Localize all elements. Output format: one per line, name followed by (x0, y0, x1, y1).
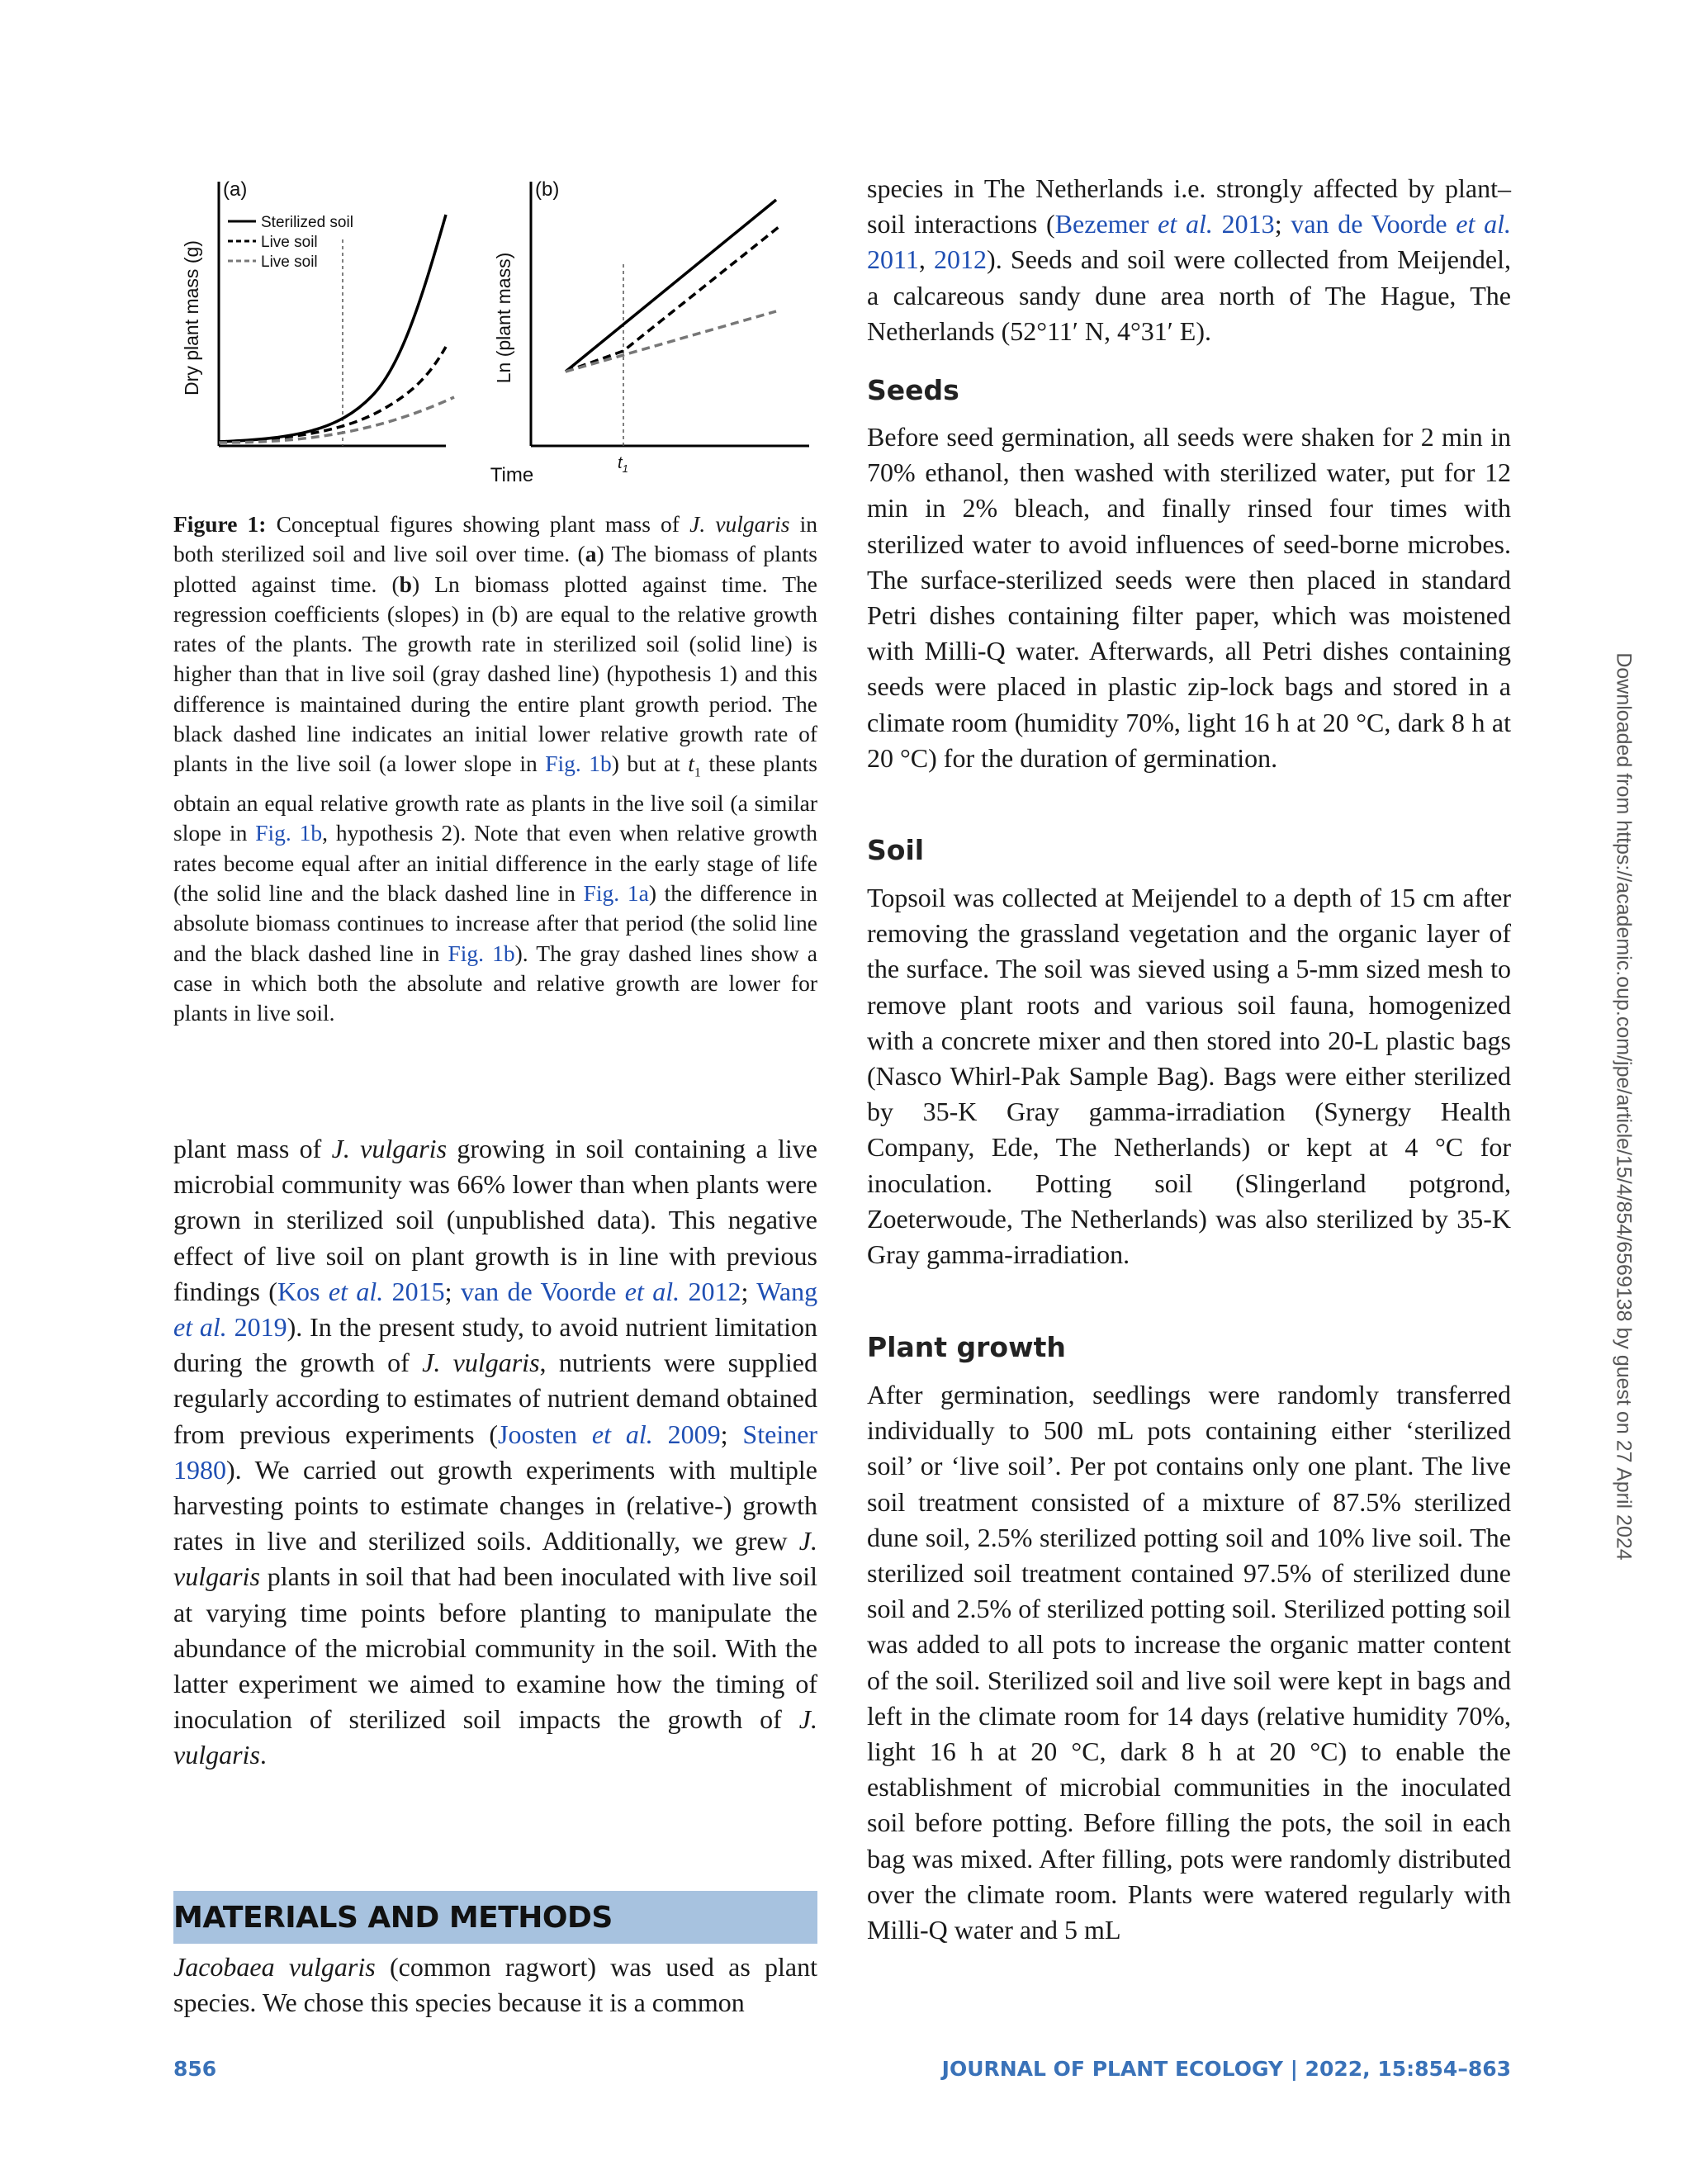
panel-b-live-gray-line (566, 311, 776, 372)
fig-1a-link[interactable]: Fig. 1a (583, 880, 649, 907)
citation-link[interactable]: van de Voorde et al. 2012 (460, 1276, 741, 1306)
panel-b-label: (b) (535, 178, 560, 201)
seeds-heading: Seeds (867, 374, 959, 406)
panel-b-y-label: Ln (plant mass) (493, 252, 514, 384)
figure-1 (173, 169, 826, 495)
species-paragraph: species in The Netherlands i.e. strongly affected by plant–soil interactions (Bezemer et al. 2013; van de Voorde et al. 2011, 2012). Seeds and soil were collected from Meijendel, a calcareous sandy dune area north of The Hague, The Netherlands (52°11′ N, 4°31′ E). (867, 173, 1512, 346)
panel-b-sterilized-line (566, 200, 776, 372)
methods-paragraph: Jacobaea vulgaris (common ragwort) was used as plant species. We chose this species because it is a common (173, 1952, 818, 2018)
journal-footer: JOURNAL OF PLANT ECOLOGY | 2022, 15:854–863 (941, 2057, 1511, 2081)
fig-1b-link[interactable]: Fig. 1b (545, 751, 612, 777)
figure-caption: Figure 1: Conceptual figures showing plant mass of J. vulgaris in both sterilized soil and live soil over time. (a) The biomass of plants plotted against time. (b) Ln biomass plotted against time. The regression coefficients (slopes) in (b) are equal to the relative growth rates of the plants. The growth rate in sterilized soil (solid line) is higher than that in live soil (gray dashed line) (hypothesis 1) and this difference is maintained during the entire plant growth period. The black dashed line indicates an initial lower relative growth rate of plants in the live soil (a lower slope in Fig. 1b) but at $t_1$ these plants obtain an equal relative growth rate as plants in the live soil (a similar slope in Fig. 1b, hypothesis 2). Note that even when relative growth rates become equal after an initial difference in the early stage of life (the solid line and the black dashed line in Fig. 1a) the difference in absolute biomass continues to increase after that period (the solid line and the black dashed line in Fig. 1b). The gray dashed lines show a case in which both the absolute and relative growth are lower for plants in live soil. (173, 511, 817, 1026)
legend-sterilized-label: Sterilized soil (261, 214, 353, 231)
fig-1b-link[interactable]: Fig. 1b (448, 940, 515, 966)
section-heading-bar (173, 1891, 817, 1944)
section-heading: MATERIALS AND METHODS (173, 1901, 613, 1935)
caption-label: Figure 1: (173, 511, 267, 537)
panel-b-live-black-line (566, 227, 779, 372)
citation-link[interactable]: van de Voorde et al. 2011 (867, 209, 1512, 275)
intro-paragraph: plant mass of J. vulgaris growing in soil containing a live microbial community was 66% lower than when plants were grown in sterilized soil (unpublished data). This negative effect of live soil on plant growth is in line with previous findings (Kos et al. 2015; van de Voorde et al. 2012; Wang et al. 2019). In the present study, to avoid nutrient limitation during the growth of J. vulgaris, nutrients were supplied regularly according to estimates of nutrient demand obtained from previous experiments (Joosten et al. 2009; Steiner 1980). We carried out growth experiments with multiple harvesting points to estimate changes in (relative-) growth rates in live and sterilized soils. Additionally, we grew J. vulgaris plants in soil that had been inoculated with live soil at varying time points before planting to manipulate the abundance of the microbial community in the soil. With the latter experiment we aimed to examine how the timing of inoculation of sterilized soil impacts the growth of J. vulgaris. (173, 1134, 818, 1770)
x-axis-label: Time (490, 464, 534, 486)
legend-live-black-label: Live soil (261, 234, 318, 251)
t1-label: $t_1$ (618, 454, 628, 475)
download-note-text: Downloaded from https://academic.oup.com/jpe/article/15/4/854/6569138 by guest on 27 April 2024 (1612, 652, 1636, 1561)
panel-a-label: (a) (223, 178, 248, 201)
citation-link[interactable]: Bezemer et al. 2013 (1054, 209, 1275, 239)
plant-growth-paragraph: After germination, seedlings were randomly transferred individually to 500 mL pots containing either ‘sterilized soil’ or ‘live soil’. Per pot contains only one plant. The live soil treatment consisted of a mixture of 87.5% sterilized dune soil, 2.5% sterilized potting soil and 10% live soil. The sterilized soil treatment contained 97.5% of sterilized dune soil and 2.5% of sterilized potting soil. Sterilized potting soil was added to all pots to increase the organic matter content of the soil. Sterilized soil and live soil were kept in bags and left in the climate room for 14 days (relative humidity 70%, light 16 h at 20 °C, dark 8 h at 20 °C) to enable the establishment of microbial communities in the inoculated soil before potting. Before filling the pots, the soil in each bag was mixed. After filling, pots were randomly distributed over the climate room. Plants were watered regularly with Milli-Q water and 5 mL (867, 1380, 1511, 1945)
citation-link[interactable]: Steiner 1980 (173, 1419, 818, 1485)
soil-paragraph: Topsoil was collected at Meijendel to a depth of 15 cm after removing the grassland vegetation and the organic layer of the surface. The soil was sieved using a 5-mm sized mesh to remove plant roots and various soil fauna, homogenized with a concrete mixer and then stored into 20-L plastic bags (Nasco Whirl-Pak Sample Bag). Bags were either sterilized by 35-K Gray gamma-irradiation (Synergy Health Company, Ede, The Netherlands) or kept at 4 °C for inoculation. Potting soil (Slingerland potgrond, Zoeterwoude, The Netherlands) was also sterilized by 35-K Gray gamma-irradiation. (867, 883, 1511, 1270)
citation-link[interactable]: Wang et al. 2019 (173, 1276, 818, 1343)
panel-a (181, 178, 454, 446)
panel-a-y-label: Dry plant mass (g) (181, 240, 202, 396)
fig-1b-link[interactable]: Fig. 1b (255, 820, 323, 846)
citation-link[interactable]: Kos et al. 2015 (277, 1276, 445, 1306)
panel-a-live-black-curve (219, 347, 446, 442)
page-number: 856 (173, 2057, 217, 2081)
panel-a-sterilized-curve (219, 215, 446, 442)
seeds-paragraph: Before seed germination, all seeds were shaken for 2 min in 70% ethanol, then washed with sterilized water, put for 12 min in 2% bleach, and finally rinsed four times with sterilized water to avoid influences of seed-borne microbes. The surface-sterilized seeds were then placed in standard Petri dishes containing filter paper, which was moistened with Milli-Q water. Afterwards, all Petri dishes containing seeds were placed in plastic zip-lock bags and stored in a climate room (humidity 70%, light 16 h at 20 °C, dark 8 h at 20 °C) for the duration of germination. (867, 422, 1511, 773)
plant-growth-heading: Plant growth (867, 1331, 1066, 1363)
legend-live-gray-label: Live soil (261, 253, 318, 271)
soil-heading: Soil (867, 834, 925, 866)
panel-b (493, 178, 809, 475)
citation-link[interactable]: Joosten et al. 2009 (498, 1419, 721, 1449)
citation-link[interactable]: 2012 (934, 244, 988, 275)
